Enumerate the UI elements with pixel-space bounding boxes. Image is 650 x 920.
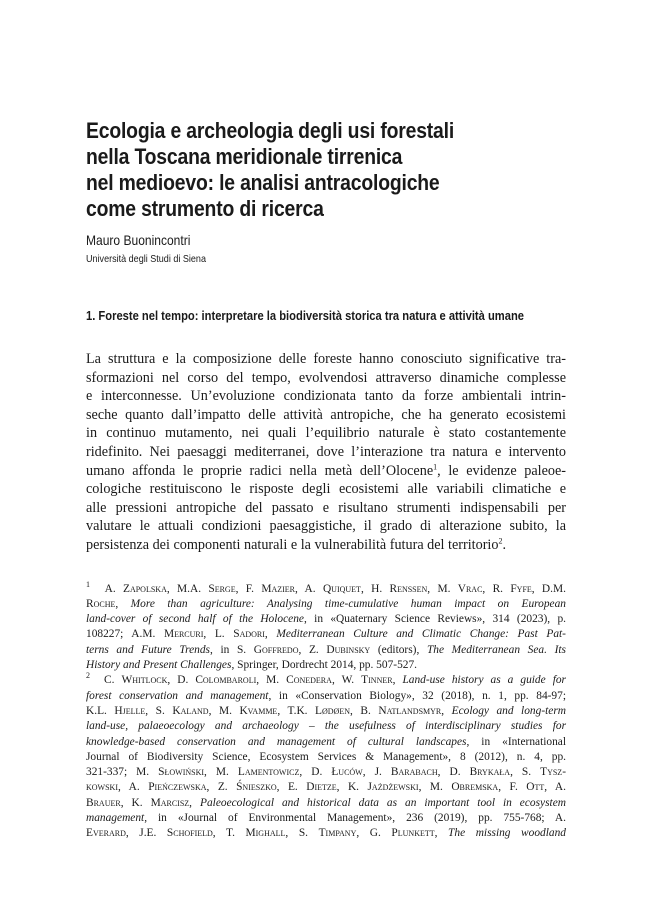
footnote-ref-1[interactable]: 1: [433, 461, 438, 471]
title-line: nella Toscana meridionale tirrenica: [86, 144, 403, 169]
author-affiliation: Università degli Studi di Siena: [86, 253, 206, 265]
footnote-2-line: Everard, J.E. Schofield, T. Mighall, S. Timpany, G. Plunkett, The missing woodland: [86, 827, 566, 840]
body-line-text: umano affonda le proprie radici nella metà dell’Olocene: [86, 462, 434, 479]
article-title: [86, 118, 499, 222]
footnote-number: 1: [86, 579, 90, 589]
footnote-2-line: Journal of Biodiversity Science, Ecosystem Services & Management», 8 (2012), n. 4, pp.: [86, 750, 566, 763]
footnote-1-line: 108227; A.M. Mercuri, L. Sadori, Mediterranean Culture and Climatic Change: Past Pat-: [86, 628, 566, 641]
body-line: cologiche restituiscono le risposte degli ecosistemi alle variabili climatiche e: [86, 481, 566, 498]
section-heading: 1. Foreste nel tempo: interpretare la biodiversità storica tra natura e attività umane: [86, 308, 525, 323]
footnotes: [86, 579, 567, 842]
body-line: [86, 462, 566, 481]
footnote-2-line: knowledge-based conservation and management of cultural landscapes, in «International: [86, 735, 567, 748]
footnote-2-line: K.L. Hjelle, S. Kaland, M. Kvamme, T.K. Lødøen, B. Natlandsmyr, Ecology and long-term: [86, 704, 566, 717]
footnote-1-line: Roche, More than agriculture: Analysing time-cumulative human impact on European: [86, 597, 566, 610]
footnote-2-line: Brauer, K. Marcisz, Paleoecological and historical data as an important tool in ecosystem: [86, 796, 566, 809]
footnote-number: 2: [86, 671, 90, 681]
body-line: ridefinito. Nei paesaggi mediterranei, dove l’interazione tra natura e intervento: [86, 443, 566, 460]
footnote-2-line: forest conservation and management, in «Conservation Biology», 32 (2018), n. 1, pp. 84-97;: [86, 689, 566, 702]
body-line: seche quanto dall’impatto delle attività antropiche, che ha generato ecosistemi: [86, 406, 566, 423]
body-paragraph: [86, 350, 566, 555]
footnote-2-line: management, in «Journal of Environmental Management», 236 (2019), pp. 755-768; A.: [86, 811, 566, 824]
title-line: Ecologia e archeologia degli usi forestali: [86, 118, 455, 143]
body-line-text: .: [502, 536, 507, 553]
author-name: Mauro Buonincontri: [86, 232, 191, 248]
body-line-text: persistenza dei componenti naturali e la vulnerabilità futura del territorio: [86, 536, 499, 553]
body-line: La struttura e la composizione delle foreste hanno conosciuto significative tra-: [86, 351, 566, 367]
footnote-ref-2[interactable]: 2: [498, 536, 503, 546]
body-line: valutare le attuali condizioni paesaggistiche, il grado di alterazione subito, la: [86, 518, 566, 535]
title-line: come strumento di ricerca: [86, 196, 324, 221]
body-line: [86, 536, 566, 555]
footnote-2-line: kowski, A. Pieńczewska, Z. Śnieszko, E. Dietze, K. Jażdżewski, M. Obremska, F. Ott, A.: [86, 781, 566, 794]
footnote-1-line: terns and Future Trends, in S. Goffredo, Z. Dubinsky (editors), The Mediterranean Sea. Its: [86, 643, 566, 656]
body-line: in continuo mutamento, nei quali l’equilibrio naturale è stato costantemente: [86, 425, 566, 442]
title-line: nel medioevo: le analisi antracologiche: [86, 170, 440, 195]
footnote-2-line: 321-337; M. Słowiński, M. Lamentowicz, D. Łuców, J. Barabach, D. Brykała, S. Tysz-: [86, 766, 566, 779]
page: [86, 118, 566, 842]
footnote-1-line: $^1$ A. Zapolska, M.A. Serge, F. Mazier, A. Quiquet, H. Renssen, M. Vrac, R. Fyfe, D.M.: [86, 579, 566, 595]
footnote-2-line: land-use, palaeoecology and archaeology – the usefulness of interdisciplinary studies for: [86, 720, 566, 733]
body-line: alle pressioni antropiche del passato e risultano strumenti indispensabili per: [86, 499, 566, 516]
body-line: sformazioni nel corso del tempo, evolvendosi attraverso dinamiche complesse: [86, 369, 566, 386]
body-line: e interconnesse. Un’evoluzione condizionata tanto da forze ambientali intrin-: [86, 388, 566, 405]
footnote-1-line: land-cover of second half of the Holocene, in «Quaternary Science Reviews», 314 (2023), p.: [86, 613, 566, 626]
footnote-2-line: $^2$ C. Whitlock, D. Colombaroli, M. Conedera, W. Tinner, Land-use history as a guide for: [86, 671, 566, 687]
body-line-text: , le evidenze paleoe-: [437, 462, 567, 479]
footnote-1-line: History and Present Challenges, Springer, Dordrecht 2014, pp. 507-527.: [86, 659, 417, 672]
